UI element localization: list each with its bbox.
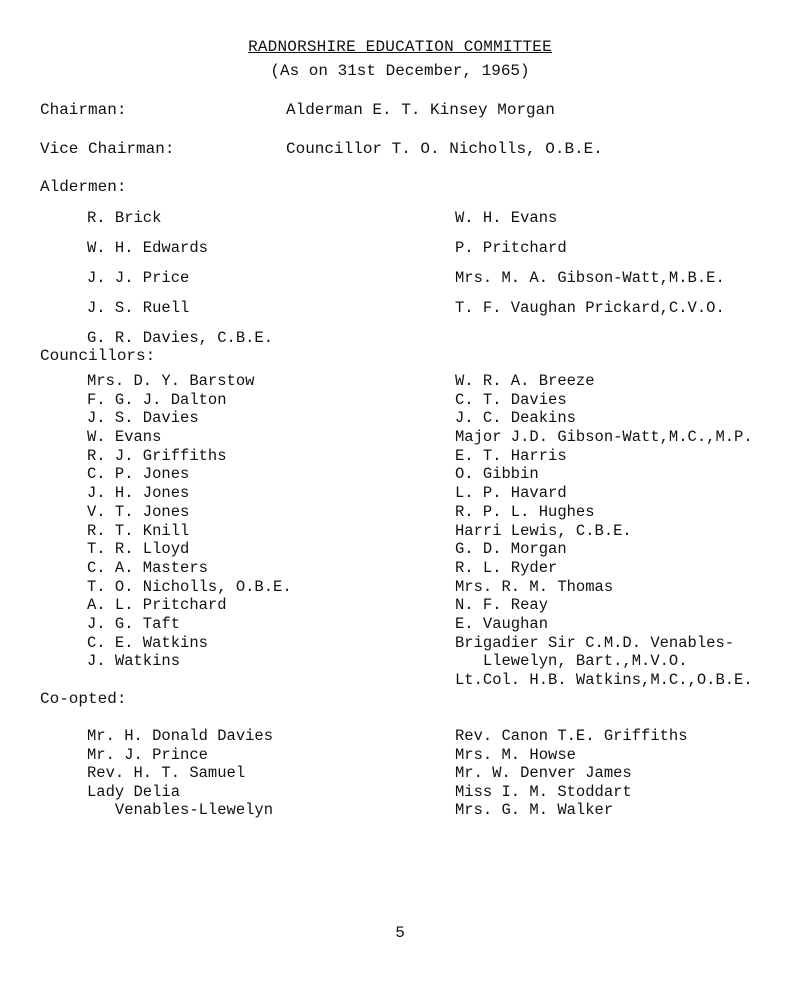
list-item: Brigadier Sir C.M.D. Venables- [455,633,735,652]
list-item: G. R. Davies, C.B.E. [87,329,274,347]
list-item: J. C. Deakins [455,409,576,428]
chairman-label: Chairman: [40,101,127,119]
list-item: E. T. Harris [455,446,567,465]
list-item: Miss I. M. Stoddart [455,782,632,801]
list-item: Venables-Llewelyn [87,801,274,819]
list-item: T. O. Nicholls, O.B.E. [87,577,292,596]
list-item: O. Gibbin [455,465,539,484]
coopted-label: Co-opted: [40,690,127,708]
list-item: R. L. Ryder [455,558,558,577]
vice-chairman-name: Councillor T. O. Nicholls, O.B.E. [286,140,603,158]
list-item: Harri Lewis, C.B.E. [455,521,632,540]
list-item: R. Brick [87,209,162,227]
list-item: J. S. Davies [87,409,199,428]
list-item: Mrs. M. Howse [455,745,576,764]
list-item: Mrs. R. M. Thomas [455,577,614,596]
councillors-left-list [87,372,292,671]
coopted-right-list [455,727,688,820]
list-item: V. T. Jones [87,502,190,521]
list-item: W. Evans [87,428,162,447]
list-item: Lt.Col. H.B. Watkins,M.C.,O.B.E. [455,671,753,689]
coopted-left-list [87,727,273,820]
list-item: P. Pritchard [455,239,567,257]
document-subtitle: (As on 31st December, 1965) [270,62,530,80]
aldermen-right-list [455,203,725,323]
list-item: Mrs. G. M. Walker [455,801,614,819]
list-item: R. T. Knill [87,521,190,540]
councillors-label: Councillors: [40,347,156,365]
list-item: Mrs. D. Y. Barstow [87,372,255,390]
list-item: W. H. Evans [455,209,558,227]
list-item: J. H. Jones [87,484,190,503]
list-item: W. H. Edwards [87,239,208,257]
list-item: J. G. Taft [87,614,181,633]
list-item: Mr. W. Denver James [455,764,632,782]
list-item: A. L. Pritchard [87,596,227,615]
document-title: RADNORSHIRE EDUCATION COMMITTEE [248,38,552,56]
list-item: J. S. Ruell [87,299,190,317]
list-item: T. R. Lloyd [87,540,190,559]
aldermen-label: Aldermen: [40,178,127,196]
list-item: T. F. Vaughan Prickard,C.V.O. [455,299,725,317]
list-item: G. D. Morgan [455,540,567,559]
list-item: Rev. H. T. Samuel [87,764,246,782]
list-item: Major J.D. Gibson-Watt,M.C.,M.P. [455,428,753,447]
list-item: C. A. Masters [87,558,208,577]
list-item: J. Watkins [87,652,181,671]
list-item: Mr. J. Prince [87,745,208,764]
list-item: Mr. H. Donald Davies [87,727,274,745]
list-item: E. Vaughan [455,614,549,633]
list-item: Rev. Canon T.E. Griffiths [455,727,688,745]
list-item: R. J. Griffiths [87,446,227,465]
list-item: Mrs. M. A. Gibson-Watt,M.B.E. [455,269,725,287]
list-item: N. F. Reay [455,596,549,615]
aldermen-left-list [87,203,273,353]
page-number: 5 [395,924,405,942]
list-item: C. T. Davies [455,390,567,409]
list-item: L. P. Havard [455,484,567,503]
list-item: Lady Delia [87,782,181,801]
vice-chairman-label: Vice Chairman: [40,140,175,158]
chairman-name: Alderman E. T. Kinsey Morgan [286,101,555,119]
list-item: Llewelyn, Bart.,M.V.O. [455,652,688,671]
list-item: J. J. Price [87,269,190,287]
list-item: C. E. Watkins [87,633,208,652]
list-item: W. R. A. Breeze [455,372,595,390]
list-item: C. P. Jones [87,465,190,484]
councillors-right-list [455,372,753,690]
list-item: R. P. L. Hughes [455,502,595,521]
list-item: F. G. J. Dalton [87,390,227,409]
